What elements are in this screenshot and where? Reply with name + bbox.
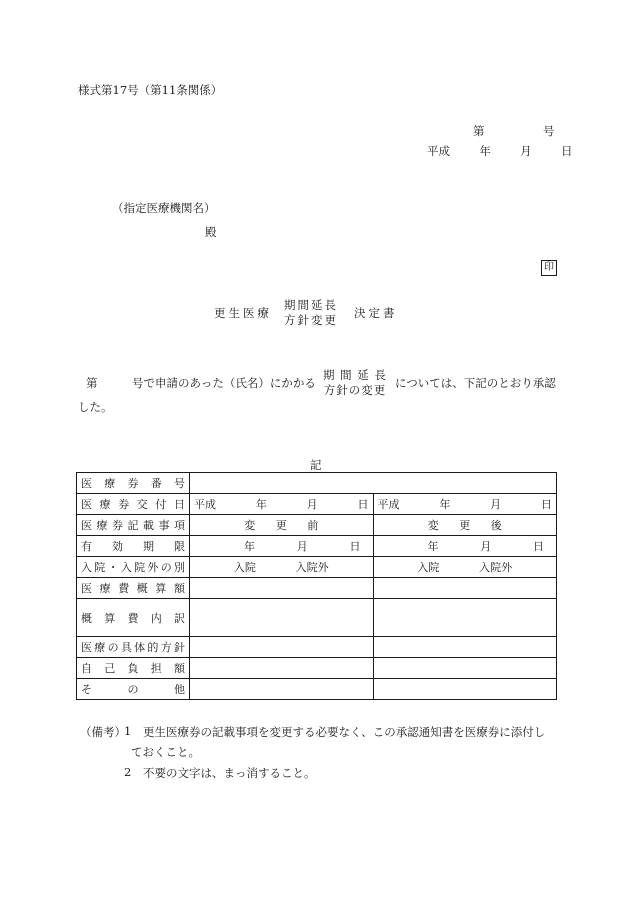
value-cell-left	[190, 658, 374, 679]
seal-mark: 印	[541, 260, 557, 276]
day-text: 日	[540, 498, 552, 511]
row-label: 医療費概算額	[77, 578, 190, 599]
value-cell-right	[373, 515, 557, 536]
inpatient-text: 入院	[233, 561, 256, 574]
day-text: 日	[533, 540, 544, 553]
value-cell-right	[373, 578, 557, 599]
value-cell-right	[373, 658, 557, 679]
value-cell-left	[190, 515, 374, 536]
row-label: 自己負担額	[77, 658, 190, 679]
before-char: 前	[307, 519, 319, 532]
note-2-text: 不要の文字は、まっ消すること。	[143, 766, 316, 780]
table-row	[77, 637, 557, 658]
after-char: 変	[427, 519, 439, 532]
honorific: 殿	[205, 225, 217, 239]
row-label: 医療券記載事項	[77, 515, 190, 536]
body-stack-bottom: 方針の変更	[323, 383, 387, 397]
date-year: 年	[479, 144, 491, 158]
era-text: 平成	[377, 498, 400, 511]
value-cell-left	[190, 536, 374, 557]
day-text: 日	[357, 498, 369, 511]
table-row	[77, 578, 557, 599]
era-text: 平成	[194, 498, 216, 511]
doc-number-prefix: 第	[473, 124, 485, 138]
table-row	[77, 658, 557, 679]
title-part1: 更生医療	[214, 306, 272, 320]
date-era: 平成	[427, 144, 450, 158]
value-cell-right	[373, 557, 557, 578]
day-text: 日	[349, 540, 361, 553]
value-cell-right	[373, 637, 557, 658]
year-text: 年	[427, 540, 439, 553]
issue-date	[427, 143, 572, 159]
inpatient-text: 入院	[417, 561, 440, 574]
body-end: した。	[78, 400, 113, 414]
value-cell-left	[190, 599, 374, 637]
title-stack	[284, 298, 338, 328]
value-cell-left	[190, 637, 374, 658]
details-table	[76, 472, 557, 700]
row-label: 医療の具体的方針	[77, 637, 190, 658]
table-row	[77, 557, 557, 578]
doc-number-suffix: 号	[543, 124, 555, 138]
year-text: 年	[255, 498, 267, 511]
row-label: その他	[77, 679, 190, 700]
date-month: 月	[520, 144, 532, 158]
title-part2: 決定書	[354, 306, 398, 320]
month-text: 月	[306, 498, 318, 511]
month-text: 月	[296, 540, 308, 553]
title-stack-bottom: 方針変更	[284, 313, 338, 327]
row-label: 概算費内訳	[77, 599, 190, 637]
note-1-number: 1	[124, 724, 132, 738]
title-stack-top: 期間延長	[284, 298, 338, 312]
table-row	[77, 536, 557, 557]
body-stack-top: 期 間 延 長	[323, 368, 387, 382]
notes-label: （備考）	[80, 725, 126, 739]
body-tail: については、下記のとおり承認	[395, 376, 556, 390]
before-char: 更	[275, 519, 287, 532]
outpatient-text: 入院外	[295, 561, 329, 574]
note-2-number: 2	[124, 765, 132, 779]
year-text: 年	[244, 540, 255, 553]
institution-label: （指定医療機関名）	[112, 201, 216, 215]
date-day: 日	[560, 144, 573, 158]
note-1-continued: ておくこと。	[131, 745, 200, 759]
body-stack	[323, 368, 387, 398]
body-dai: 第	[86, 376, 98, 390]
value-cell-right	[373, 599, 557, 637]
table-row	[77, 679, 557, 700]
ki-heading: 記	[310, 458, 322, 472]
before-char: 変	[244, 519, 256, 532]
month-text: 月	[480, 540, 492, 553]
after-char: 後	[490, 519, 502, 532]
value-cell-left	[190, 557, 374, 578]
form-number: 様式第17号（第11条関係）	[78, 83, 223, 97]
row-label: 有効期限	[77, 536, 190, 557]
row-label: 医療券交付日	[77, 494, 190, 515]
year-text: 年	[439, 498, 451, 511]
value-cell-right	[373, 536, 557, 557]
month-text: 月	[490, 498, 502, 511]
value-cell-right	[373, 679, 557, 700]
table-row	[77, 515, 557, 536]
outpatient-text: 入院外	[479, 561, 513, 574]
table-row	[77, 494, 557, 515]
table-row	[77, 473, 557, 494]
table-row	[77, 599, 557, 637]
value-cell-left	[190, 679, 374, 700]
row-label: 医療券番号	[77, 473, 190, 494]
after-char: 更	[459, 519, 471, 532]
note-1-text: 更生医療券の記載事項を変更する必要なく、この承認通知書を医療券に添付し	[143, 725, 546, 739]
body-go-text: 号で申請のあった（氏名）にかかる	[132, 376, 316, 390]
row-label: 入院・入院外の別	[77, 557, 190, 578]
value-cell-left	[190, 494, 374, 515]
value-cell	[190, 473, 557, 494]
value-cell-left	[190, 578, 374, 599]
value-cell-right	[373, 494, 557, 515]
